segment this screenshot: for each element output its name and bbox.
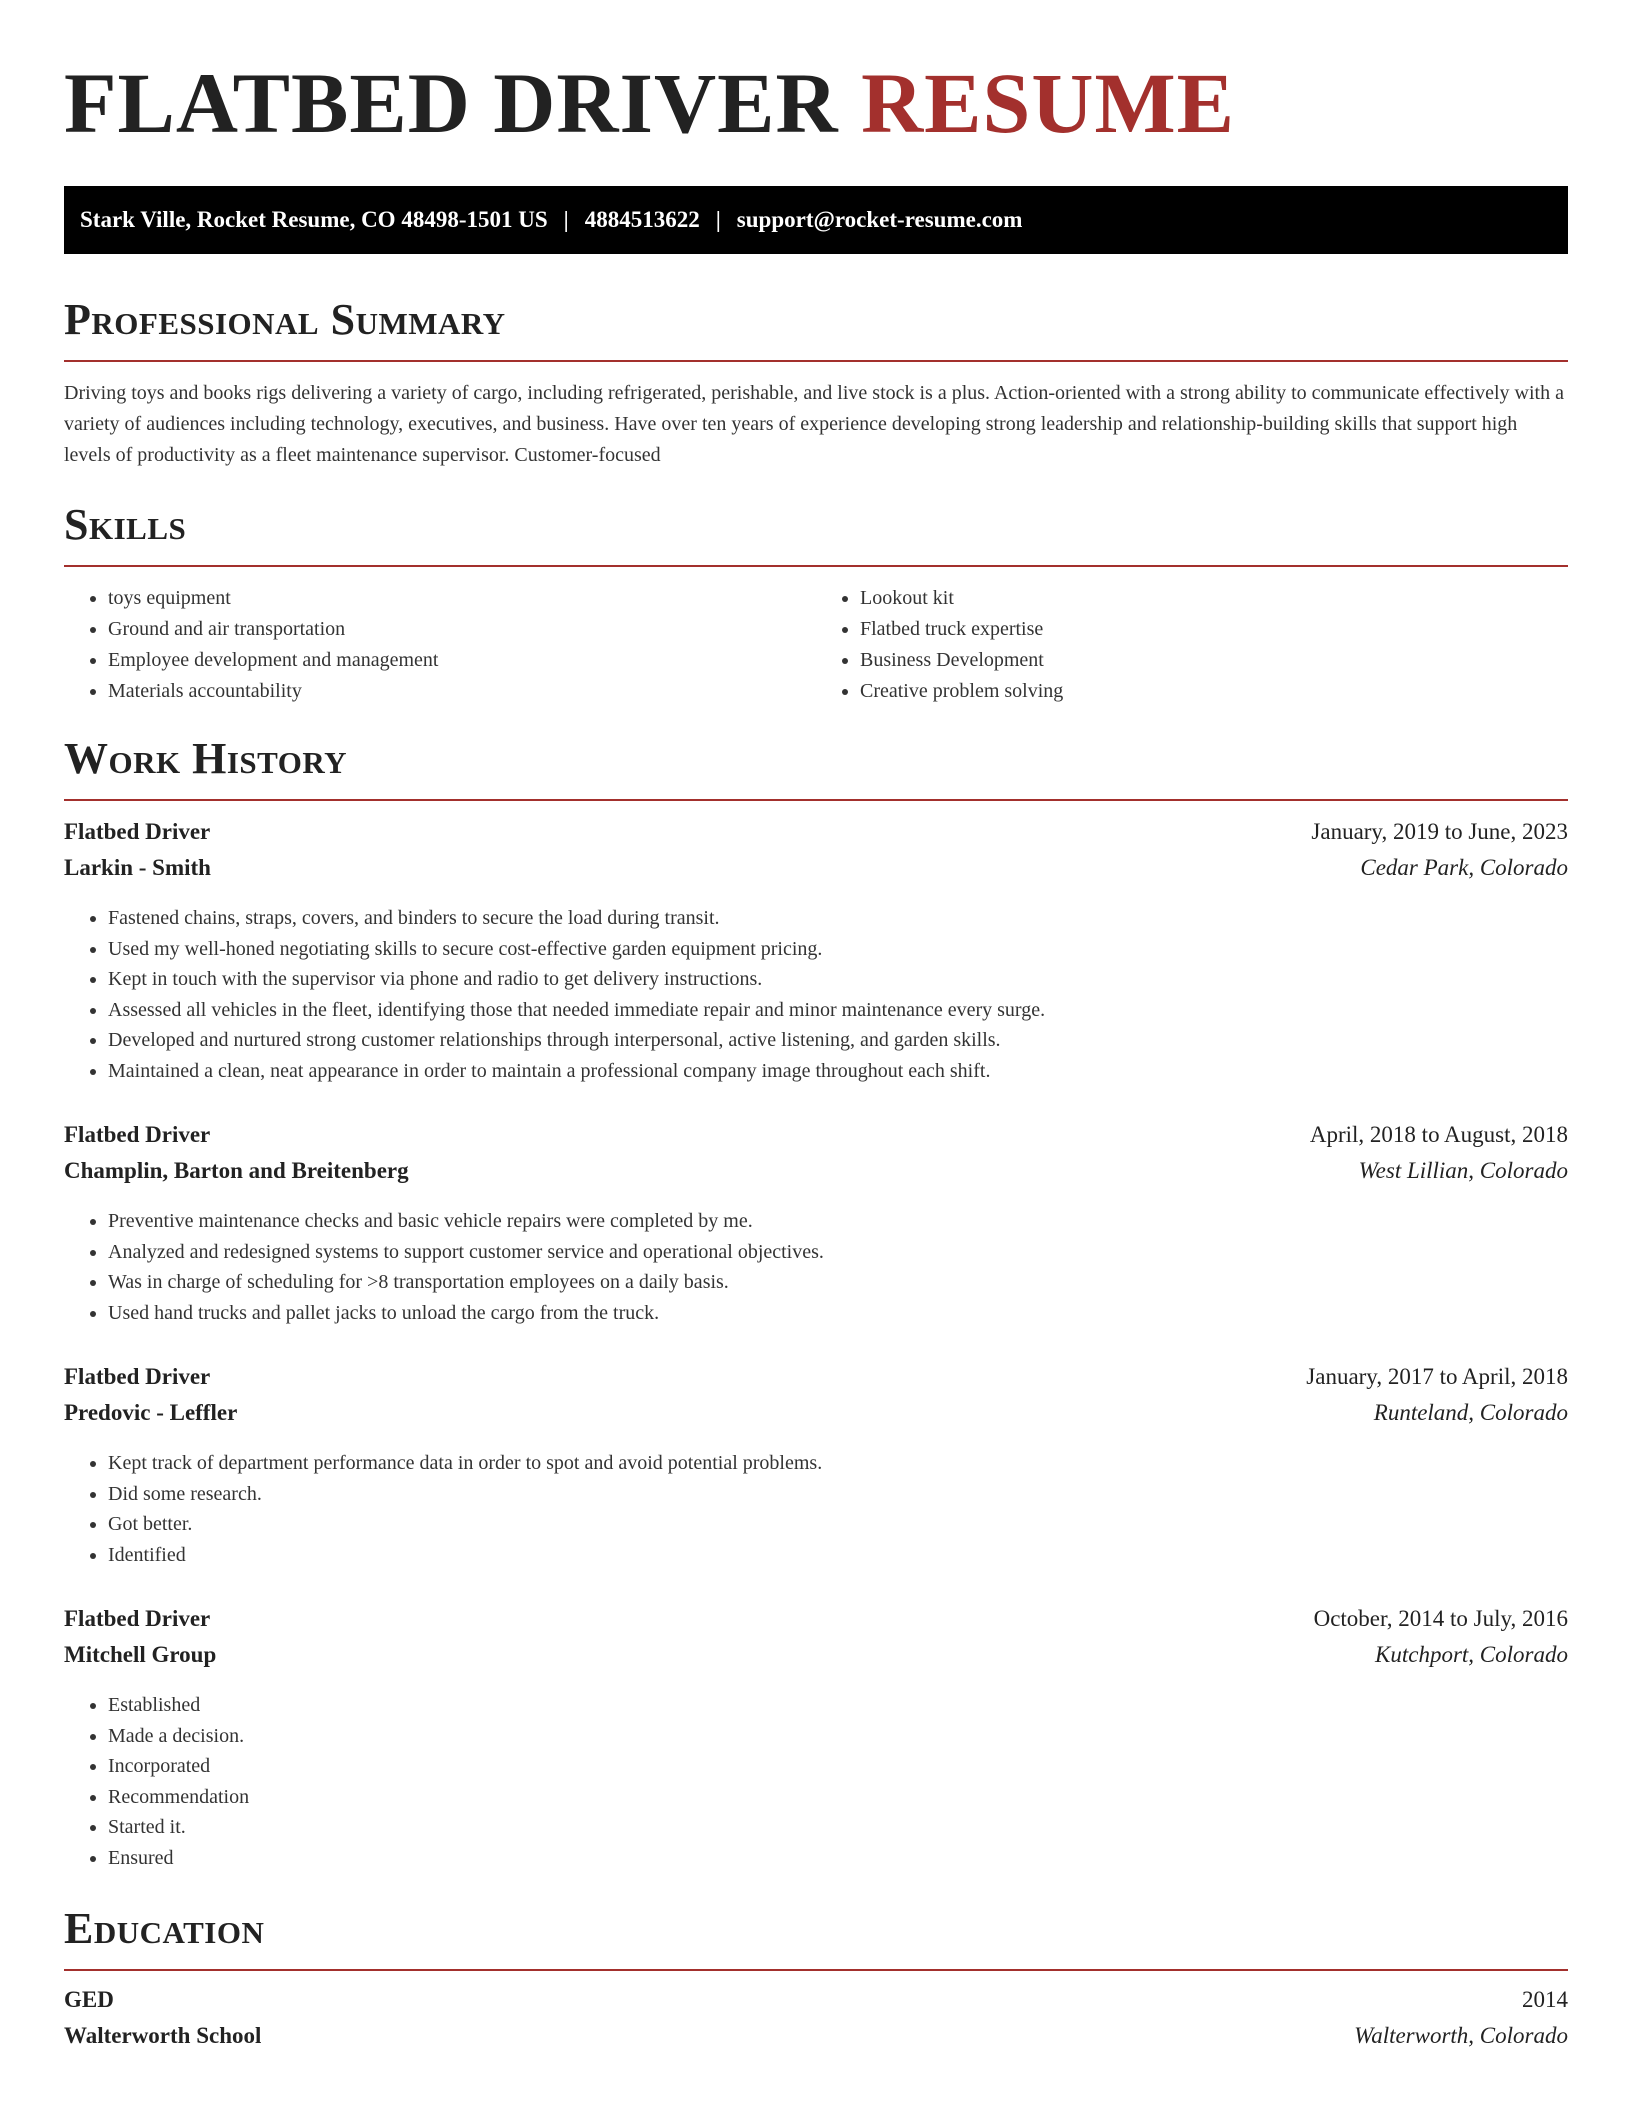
summary-text: Driving toys and books rigs delivering a variety of cargo, including refrigerated, perishable, and live stock is a plus. Action-oriented with a strong ability to communicate effectively with a variety of audiences including technology, executives, and business. Have over ten years of experience developing strong leadership and relationship-building skills that support high levels of productivity as a fleet maintenance supervisor. Customer-focused [64,382,1564,466]
contact-separator: | [715,207,721,232]
job-entry [64,819,1568,1086]
job-location: Kutchport, Colorado [1375,1642,1568,1667]
job-company: Mitchell Group [64,1642,217,1667]
job-bullet: • Identified [108,1540,1568,1571]
work-history-heading: Work History [64,733,1568,801]
job-bullet: • Developed and nurtured strong customer relationships through interpersonal, active listening, and garden skills. [108,1025,1568,1056]
skills-column-left [64,583,816,707]
job-location: Cedar Park, Colorado [1360,855,1568,880]
job-bullet: • Made a decision. [108,1721,1568,1752]
job-bullet: • Fastened chains, straps, covers, and binders to secure the load during transit. [108,903,1568,934]
job-bullet: • Preventive maintenance checks and basic vehicle repairs were completed by me. [108,1206,1568,1237]
job-bullet: • Assessed all vehicles in the fleet, identifying those that needed immediate repair and minor maintenance every surge. [108,995,1568,1026]
job-company: Larkin - Smith [64,855,211,880]
job-dates: January, 2017 to April, 2018 [1306,1364,1568,1389]
job-bullet: • Started it. [108,1812,1568,1843]
job-bullet: • Analyzed and redesigned systems to support customer service and operational objectives. [108,1237,1568,1268]
education-year: 2014 [1522,1987,1568,2012]
skills-list [64,583,1568,707]
title-main: FLATBED DRIVER [64,55,839,151]
job-bullet: • Was in charge of scheduling for >8 transportation employees on a daily basis. [108,1267,1568,1298]
job-bullets [64,1206,1568,1328]
contact-bar [64,186,1568,254]
education-heading: Education [64,1903,1568,1971]
job-title: Flatbed Driver [64,1122,211,1147]
title-accent: RESUME [861,55,1235,151]
skill-item: • Lookout kit [860,583,1568,614]
job-bullet: • Maintained a clean, neat appearance in order to maintain a professional company image throughout each shift. [108,1056,1568,1087]
skill-item: • Business Development [860,645,1568,676]
skill-item: • Creative problem solving [860,676,1568,707]
skill-item: • Materials accountability [108,676,816,707]
contact-separator: | [563,207,569,232]
education-school: Walterworth School [64,2023,262,2048]
education-location: Walterworth, Colorado [1354,2023,1568,2048]
job-company: Predovic - Leffler [64,1400,238,1425]
job-entry [64,1364,1568,1570]
job-bullet: • Kept in touch with the supervisor via phone and radio to get delivery instructions. [108,964,1568,995]
job-bullet: • Used hand trucks and pallet jacks to unload the cargo from the truck. [108,1298,1568,1329]
job-bullet: • Kept track of department performance data in order to spot and avoid potential problems. [108,1448,1568,1479]
job-entry [64,1122,1568,1328]
job-title: Flatbed Driver [64,819,211,844]
job-bullet: • Did some research. [108,1479,1568,1510]
skill-item: • Flatbed truck expertise [860,614,1568,645]
job-bullet: • Used my well-honed negotiating skills to secure cost-effective garden equipment pricing. [108,934,1568,965]
job-bullet: • Ensured [108,1843,1568,1874]
resume-title [64,52,1568,154]
job-entry [64,1606,1568,1873]
job-bullets [64,903,1568,1086]
contact-email: support@rocket-resume.com [736,207,1023,232]
skills-heading: Skills [64,499,1568,567]
job-bullets [64,1448,1568,1570]
contact-address: Stark Ville, Rocket Resume, CO 48498-1501 US [80,207,548,232]
job-dates: April, 2018 to August, 2018 [1309,1122,1568,1147]
job-bullet: • Recommendation [108,1782,1568,1813]
job-location: Runteland, Colorado [1373,1400,1568,1425]
job-bullet: • Got better. [108,1509,1568,1540]
job-title: Flatbed Driver [64,1606,211,1631]
education-degree: GED [64,1987,114,2012]
job-company: Champlin, Barton and Breitenberg [64,1158,409,1183]
skill-item: • Employee development and management [108,645,816,676]
job-bullet: • Incorporated [108,1751,1568,1782]
skill-item: • Ground and air transportation [108,614,816,645]
job-bullet: • Established [108,1690,1568,1721]
job-dates: January, 2019 to June, 2023 [1311,819,1568,844]
summary-heading: Professional Summary [64,294,1568,362]
skill-item: • toys equipment [108,583,816,614]
job-title: Flatbed Driver [64,1364,211,1389]
job-dates: October, 2014 to July, 2016 [1313,1606,1568,1631]
skills-column-right [816,583,1568,707]
job-location: West Lillian, Colorado [1358,1158,1568,1183]
job-bullets [64,1690,1568,1873]
contact-phone: 4884513622 [584,207,700,232]
education-entry [64,1987,1568,2059]
